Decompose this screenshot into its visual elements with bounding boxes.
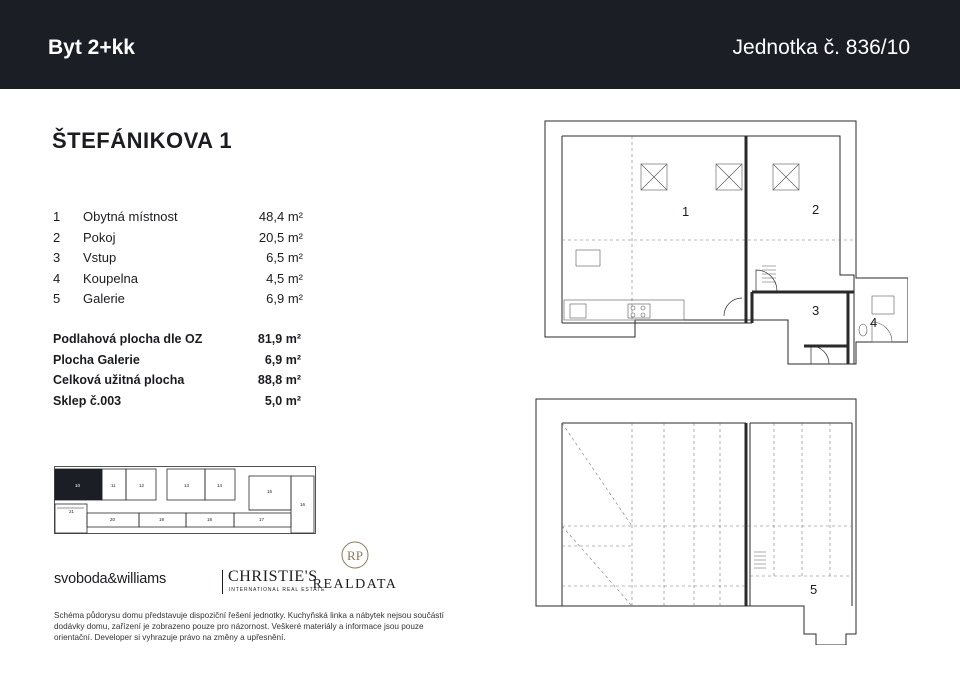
summary-label: Plocha Galerie [53,352,140,367]
reference-line [562,423,632,526]
room-number: 5 [53,291,61,306]
cellar-label-13: 13 [184,483,190,488]
room-number: 3 [53,250,61,265]
cellar-label-11: 11 [111,483,116,488]
room-row [53,271,303,292]
toilet [859,324,867,336]
summary-row [53,353,301,374]
summary-row [53,373,301,394]
logo-strip [54,540,414,595]
summary-value: 6,9 m² [264,352,301,367]
logo-divider [222,570,223,594]
cellar-label-12: 12 [139,483,145,488]
summary-label: Celková užitná plocha [53,373,185,387]
room-label-2: 2 [812,202,820,217]
room-number: 4 [53,270,61,286]
summary-row [53,332,301,353]
room-area: 6,5 m² [266,250,303,265]
kitchen-counter [564,300,684,320]
floor-plan-lower [534,398,864,645]
room-number: 1 [53,209,61,224]
room-area: 4,5 m² [266,270,303,286]
cellar-label-18: 18 [207,517,213,522]
room-number: 2 [53,229,61,245]
summary-value: 88,8 m² [257,373,301,387]
room-list [53,209,303,312]
room-label-4: 4 [870,315,878,330]
floor-plan-upper [536,120,908,370]
sink [570,304,586,318]
room-name: Obytná místnost [83,209,178,224]
summary-label: Podlahová plocha dle OZ [53,332,203,346]
cellar-location-map [54,466,316,534]
inner-wall-upper [562,136,854,364]
room-area: 20,5 m² [258,229,303,245]
cellar-label-16: 16 [300,502,306,507]
cellar-label-14: 14 [217,483,223,488]
bathroom-sink [872,296,894,314]
disclaimer: Schéma půdorysu domu představuje dispoziční řešení jednotky. Kuchyňská linka a nábytek nejsou součástí dodávky domu, zařízení je zobrazeno pouze pro názornost. Veškeré materiály a informace jsou pouze orientační. Developer si vyhrazuje právo na změny a upřesnění. [54,611,444,642]
realdata-mark-icon [340,540,370,570]
christies-subtitle: INTERNATIONAL REAL ESTATE [229,587,326,593]
room-name: Galerie [83,291,125,306]
outer-wall-lower [536,399,856,645]
room-name: Pokoj [83,229,116,245]
svoboda-williams-logo: svoboda&williams [54,571,167,587]
door-swing [724,298,742,316]
cellar-label-20: 20 [110,517,116,522]
door-swing [811,346,829,364]
christies-logo: CHRISTIE'S [228,568,318,585]
cellar-label-15: 15 [267,489,273,494]
room-area: 48,4 m² [258,209,303,224]
cellar-label-21: 21 [69,509,75,514]
cellar-label-17: 17 [259,517,265,522]
area-summary [53,332,301,414]
summary-row [53,394,301,415]
dining-table [576,250,600,266]
room-row [53,250,303,271]
summary-value: 81,9 m² [257,332,301,346]
cellar-label-10: 10 [75,483,81,488]
realdata-logo [307,540,403,593]
reference-line [562,526,632,606]
room-label-3: 3 [812,303,820,318]
unit-type: Byt 2+kk [48,36,135,59]
room-row [53,209,303,230]
realdata-mark-text: RP [347,548,363,563]
room-name: Koupelna [83,270,138,286]
room-label-1: 1 [682,204,690,219]
room-row [53,291,303,312]
unit-id: Jednotka č. 836/10 [732,36,910,59]
room-name: Vstup [83,250,117,265]
room-row [53,230,303,251]
cellar-label-19: 19 [159,517,165,522]
summary-value: 5,0 m² [264,393,301,408]
door-swing [756,270,777,291]
room-area: 6,9 m² [266,291,303,306]
room-label-5: 5 [810,582,818,597]
building-title: ŠTEFÁNIKOVA 1 [52,128,233,153]
realdata-text: REALDATA [312,577,398,592]
header-bar [0,0,960,89]
summary-label: Sklep č.003 [53,393,122,408]
